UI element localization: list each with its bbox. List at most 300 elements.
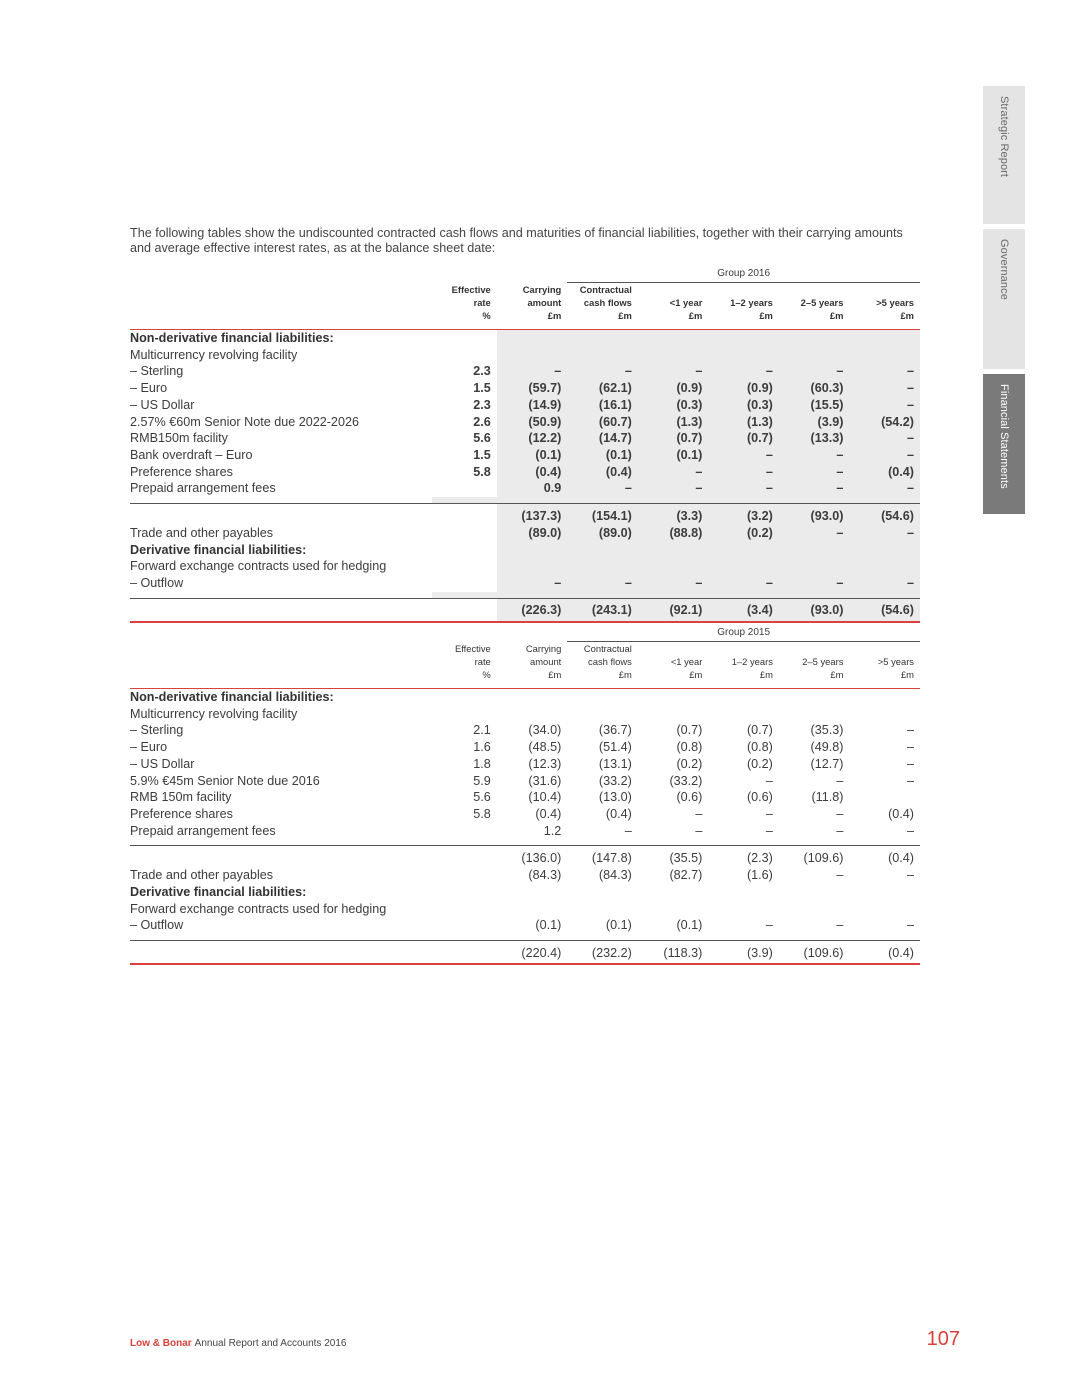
cell-value — [567, 330, 638, 347]
table-row — [130, 867, 920, 884]
row-label: Prepaid arrangement fees — [130, 823, 276, 838]
cell-value: – — [836, 918, 844, 933]
side-tab-label: Financial Statements — [998, 384, 1010, 489]
cell-value — [849, 706, 920, 723]
cell-value: (54.6) — [849, 598, 920, 622]
subtotal-row — [130, 846, 920, 868]
cell-value: – — [906, 918, 914, 933]
table-group-2015 — [130, 625, 920, 965]
cell-value: – — [567, 575, 638, 592]
col-header-contractual: cash flows — [583, 297, 632, 308]
cell-value: (33.2) — [598, 773, 632, 788]
table-row — [130, 414, 920, 431]
cell-value: – — [638, 575, 709, 592]
cell-value: – — [849, 363, 920, 380]
cell-value: – — [836, 868, 844, 883]
cell-value — [432, 941, 496, 965]
table-row — [130, 480, 920, 497]
cell-value — [567, 901, 638, 918]
row-label: – Euro — [130, 381, 168, 396]
cell-value: – — [638, 464, 709, 481]
row-label — [130, 504, 432, 526]
cell-value: (220.4) — [497, 941, 568, 965]
cell-value: – — [836, 823, 844, 838]
cell-value: (89.0) — [567, 525, 638, 542]
cell-value — [432, 525, 496, 542]
cell-value — [432, 558, 496, 575]
cell-value: – — [695, 823, 703, 838]
side-tab-label: Governance — [998, 239, 1010, 300]
cell-value: (3.3) — [638, 504, 709, 526]
cell-value — [779, 558, 850, 575]
col-header-carrying: £m — [548, 669, 562, 680]
row-label: 2.57% €60m Senior Note due 2022-2026 — [130, 414, 359, 429]
cell-value — [708, 347, 779, 364]
cell-value: (54.2) — [849, 414, 920, 431]
cell-value: 2.1 — [473, 723, 491, 738]
cell-value: (154.1) — [567, 504, 638, 526]
cell-value: (0.8) — [676, 740, 703, 755]
cell-value — [708, 706, 779, 723]
cell-value: (0.4) — [849, 941, 920, 965]
table-row — [130, 347, 920, 364]
cell-value — [497, 330, 568, 347]
cell-value — [432, 901, 496, 918]
row-label: Preference shares — [130, 806, 233, 821]
col-header-gt5: >5 years — [877, 656, 914, 667]
cell-value: (31.6) — [528, 773, 562, 788]
table-row — [130, 689, 920, 706]
table-group-2016 — [130, 266, 920, 623]
cell-value: (0.3) — [638, 397, 709, 414]
cell-value: (0.4) — [567, 464, 638, 481]
cell-value — [567, 558, 638, 575]
cell-value: – — [567, 480, 638, 497]
cell-value — [638, 330, 709, 347]
row-label — [130, 598, 432, 622]
table-row — [130, 397, 920, 414]
cell-value — [708, 689, 779, 706]
footer — [130, 1338, 346, 1349]
cell-value — [638, 689, 709, 706]
table-row — [130, 558, 920, 575]
cell-value — [497, 689, 568, 706]
cell-value — [432, 347, 496, 364]
row-label: – Sterling — [130, 364, 184, 379]
cell-value: (14.7) — [567, 430, 638, 447]
cell-value — [432, 689, 496, 706]
table-row — [130, 789, 920, 806]
cell-value: – — [906, 773, 914, 788]
row-label: Multicurrency revolving facility — [130, 706, 298, 721]
cell-value — [849, 884, 920, 901]
cell-value — [708, 558, 779, 575]
cell-value: (12.7) — [810, 756, 844, 771]
col-header-gt5: >5 years — [876, 297, 914, 308]
cell-value: (226.3) — [497, 598, 568, 622]
cell-value: (60.3) — [779, 380, 850, 397]
cell-value: (88.8) — [638, 525, 709, 542]
cell-value: (0.4) — [849, 464, 920, 481]
cell-value: (1.3) — [638, 414, 709, 431]
cell-value: – — [849, 397, 920, 414]
cell-value: (34.0) — [528, 723, 562, 738]
cell-value: 2.3 — [473, 397, 491, 412]
cell-value — [638, 901, 709, 918]
cell-value — [779, 884, 850, 901]
cell-value: – — [765, 773, 773, 788]
cell-value: (33.2) — [669, 773, 703, 788]
cell-value: – — [765, 806, 773, 821]
col-header-contractual: Contractual — [579, 284, 632, 295]
cell-value: – — [695, 806, 703, 821]
table-title: Group 2015 — [567, 625, 920, 642]
col-header-1-2: £m — [759, 310, 773, 321]
col-header-rate: % — [482, 310, 491, 321]
cell-value: – — [779, 464, 850, 481]
cell-value: – — [765, 918, 773, 933]
cell-value: (48.5) — [528, 740, 562, 755]
table-row — [130, 575, 920, 592]
cell-value: (82.7) — [669, 868, 703, 883]
cell-value: – — [849, 430, 920, 447]
col-header-1-2: £m — [759, 669, 773, 680]
cell-value — [849, 689, 920, 706]
cell-value: (3.4) — [708, 598, 779, 622]
cell-value: (60.7) — [567, 414, 638, 431]
table-row — [130, 722, 920, 739]
cell-value — [432, 823, 496, 840]
cell-value — [497, 884, 568, 901]
page-number: 107 — [926, 1328, 960, 1350]
cell-value: – — [708, 575, 779, 592]
cell-value: (62.1) — [567, 380, 638, 397]
col-header-carrying: amount — [530, 656, 562, 667]
table-row — [130, 380, 920, 397]
cell-value — [432, 504, 496, 526]
table-row — [130, 917, 920, 934]
cell-value: (0.7) — [676, 723, 703, 738]
cell-value — [708, 330, 779, 347]
cell-value: (232.2) — [567, 941, 638, 965]
table-row — [130, 823, 920, 840]
section-heading: Non-derivative financial liabilities: — [130, 331, 334, 345]
col-header-contractual: £m — [618, 310, 632, 321]
table-row — [130, 363, 920, 380]
cell-value: (0.1) — [497, 447, 568, 464]
cell-value: 0.9 — [497, 480, 568, 497]
row-label — [130, 941, 432, 965]
cell-value: (15.5) — [779, 397, 850, 414]
cell-value — [779, 901, 850, 918]
cell-value — [432, 598, 496, 622]
col-header-carrying: £m — [547, 310, 562, 321]
cell-value: – — [497, 363, 568, 380]
section-heading: Non-derivative financial liabilities: — [130, 690, 334, 704]
col-header-2-5: £m — [829, 310, 844, 321]
cell-value: – — [779, 447, 850, 464]
cell-value: (14.9) — [497, 397, 568, 414]
cell-value: – — [638, 480, 709, 497]
row-label: Prepaid arrangement fees — [130, 481, 276, 496]
cell-value — [432, 575, 496, 592]
col-header-2-5: £m — [830, 669, 844, 680]
col-header-lt1: £m — [688, 310, 703, 321]
table-row — [130, 806, 920, 823]
cell-value — [497, 901, 568, 918]
side-tab-governance[interactable] — [983, 229, 1025, 369]
cell-value — [849, 789, 920, 806]
cell-value: (3.9) — [779, 414, 850, 431]
cell-value: (3.9) — [708, 941, 779, 965]
cell-value: (137.3) — [497, 504, 568, 526]
cell-value — [849, 330, 920, 347]
cell-value: (12.3) — [528, 756, 562, 771]
cell-value: (0.2) — [746, 756, 773, 771]
cell-value: – — [849, 480, 920, 497]
table-row — [130, 330, 920, 347]
cell-value: – — [497, 575, 568, 592]
cell-value: – — [849, 380, 920, 397]
cell-value: (0.4) — [888, 806, 914, 821]
cell-value: (1.3) — [708, 414, 779, 431]
row-label: RMB150m facility — [130, 431, 228, 446]
cell-value: – — [708, 447, 779, 464]
cell-value: – — [906, 723, 914, 738]
side-tab-financial-statements[interactable] — [983, 374, 1025, 514]
cell-value: (118.3) — [638, 941, 709, 965]
cell-value — [432, 706, 496, 723]
cell-value — [849, 901, 920, 918]
cell-value: (12.2) — [497, 430, 568, 447]
cell-value: (0.1) — [605, 918, 632, 933]
table-row — [130, 706, 920, 723]
table-row — [130, 542, 920, 559]
table-row — [130, 773, 920, 790]
cell-value: (136.0) — [497, 846, 568, 868]
cell-value: – — [906, 740, 914, 755]
cell-value: (147.8) — [567, 846, 638, 868]
cell-value: (11.8) — [811, 790, 844, 805]
section-heading: Derivative financial liabilities: — [130, 542, 307, 557]
subtotal-row — [130, 504, 920, 526]
cell-value: – — [708, 480, 779, 497]
table-row — [130, 525, 920, 542]
cell-value: (243.1) — [567, 598, 638, 622]
cell-value: 1.5 — [473, 447, 491, 462]
col-header-carrying: amount — [527, 297, 562, 308]
cell-value: (0.6) — [746, 790, 773, 805]
cell-value: (0.6) — [676, 790, 703, 805]
cell-value: 1.6 — [473, 740, 491, 755]
cell-value: – — [849, 575, 920, 592]
cell-value: – — [779, 575, 850, 592]
cell-value — [567, 542, 638, 559]
cell-value: (13.1) — [598, 756, 632, 771]
cell-value — [432, 330, 496, 347]
col-header-1-2: 1–2 years — [730, 297, 773, 308]
table-row — [130, 464, 920, 481]
cell-value — [849, 347, 920, 364]
cell-value: (0.4) — [535, 806, 562, 821]
cell-value: (50.9) — [497, 414, 568, 431]
row-label: Forward exchange contracts used for hedging — [130, 901, 387, 916]
table-row — [130, 430, 920, 447]
cell-value — [638, 558, 709, 575]
col-header-contractual: cash flows — [588, 656, 632, 667]
cell-value — [432, 542, 496, 559]
footer-text: Annual Report and Accounts 2016 — [194, 1338, 347, 1349]
cell-value — [567, 706, 638, 723]
cell-value: – — [836, 773, 844, 788]
cell-value: – — [624, 823, 632, 838]
cell-value — [567, 347, 638, 364]
cell-value: 5.8 — [473, 464, 491, 479]
cell-value: (109.6) — [779, 941, 850, 965]
cell-value — [497, 347, 568, 364]
row-label: Trade and other payables — [130, 868, 274, 883]
cell-value: (10.4) — [528, 790, 562, 805]
cell-value: 1.2 — [543, 823, 562, 838]
cell-value: 5.6 — [473, 431, 491, 446]
col-header-lt1: <1 year — [670, 656, 703, 667]
cell-value: (93.0) — [779, 598, 850, 622]
cell-value — [779, 689, 850, 706]
cell-value — [497, 558, 568, 575]
cell-value: 5.6 — [473, 790, 491, 805]
col-header-rate: Effective — [454, 642, 491, 654]
section-heading: Derivative financial liabilities: — [130, 885, 307, 900]
cell-value: – — [708, 464, 779, 481]
cell-value: (2.3) — [708, 846, 779, 868]
cell-value: (0.2) — [676, 756, 703, 771]
row-label: – US Dollar — [130, 756, 195, 771]
cell-value: (0.4) — [605, 806, 632, 821]
cell-value — [638, 706, 709, 723]
cell-value: (109.6) — [779, 846, 850, 868]
cell-value — [497, 542, 568, 559]
grand-total-row — [130, 941, 920, 965]
cell-value: (35.3) — [810, 723, 844, 738]
side-tab-label: Strategic Report — [998, 96, 1010, 178]
col-header-2-5: 2–5 years — [800, 297, 844, 308]
col-header-gt5: £m — [900, 669, 914, 680]
cell-value: (84.3) — [528, 868, 562, 883]
cell-value — [638, 542, 709, 559]
cell-value: (84.3) — [598, 868, 632, 883]
cell-value: – — [779, 525, 850, 542]
row-label: Multicurrency revolving facility — [130, 347, 298, 362]
cell-value: (0.9) — [708, 380, 779, 397]
cell-value — [708, 884, 779, 901]
cell-value: (0.1) — [676, 918, 703, 933]
cell-value — [638, 347, 709, 364]
cell-value — [779, 542, 850, 559]
cell-value — [432, 917, 496, 934]
cell-value — [432, 867, 496, 884]
cell-value: (0.1) — [567, 447, 638, 464]
cell-value: – — [849, 525, 920, 542]
cell-value: (0.8) — [746, 740, 773, 755]
row-label: 5.9% €45m Senior Note due 2016 — [130, 773, 320, 788]
col-header-1-2: 1–2 years — [731, 656, 773, 667]
cell-value — [708, 901, 779, 918]
grand-total-row — [130, 598, 920, 622]
cell-value: 1.8 — [473, 756, 491, 771]
col-header-contractual: Contractual — [583, 643, 632, 654]
cell-value: – — [765, 823, 773, 838]
row-label: Trade and other payables — [130, 526, 274, 541]
cell-value: – — [906, 823, 914, 838]
cell-value: – — [779, 363, 850, 380]
col-header-rate: Effective — [451, 283, 491, 295]
cell-value: (0.7) — [708, 430, 779, 447]
cell-value — [779, 330, 850, 347]
cell-value: (54.6) — [849, 504, 920, 526]
cell-value: – — [849, 447, 920, 464]
cell-value: (59.7) — [497, 380, 568, 397]
cell-value: (0.2) — [708, 525, 779, 542]
cell-value — [432, 884, 496, 901]
cell-value: (0.3) — [708, 397, 779, 414]
col-header-lt1: £m — [689, 669, 703, 680]
table-row — [130, 756, 920, 773]
row-label: – Outflow — [130, 576, 184, 591]
brand-name: Low & Bonar — [130, 1338, 192, 1349]
cell-value — [432, 480, 496, 497]
col-header-rate: rate — [473, 297, 491, 308]
cell-value: 2.3 — [473, 364, 491, 379]
row-label: – US Dollar — [130, 397, 195, 412]
col-header-contractual: £m — [618, 669, 632, 680]
cell-value: 2.6 — [473, 414, 491, 429]
cell-value: (13.3) — [779, 430, 850, 447]
col-header-2-5: 2–5 years — [802, 656, 844, 667]
cell-value: (3.2) — [708, 504, 779, 526]
row-label: – Euro — [130, 740, 168, 755]
intro-paragraph: The following tables show the undiscounted contracted cash flows and maturities of financial liabilities, together with their carrying amounts and average effective interest rates, as at the balance sheet date: — [130, 226, 903, 255]
table-row — [130, 447, 920, 464]
cell-value: (49.8) — [810, 740, 844, 755]
row-label: RMB 150m facility — [130, 790, 232, 805]
cell-value: – — [779, 480, 850, 497]
row-label: Forward exchange contracts used for hedging — [130, 559, 387, 574]
cell-value: (0.7) — [746, 723, 773, 738]
cell-value: – — [906, 868, 914, 883]
cell-value — [849, 542, 920, 559]
cell-value: (16.1) — [567, 397, 638, 414]
cell-value: (0.9) — [638, 380, 709, 397]
cell-value — [638, 884, 709, 901]
cell-value: (36.7) — [598, 723, 632, 738]
cell-value: – — [708, 363, 779, 380]
cell-value: (93.0) — [779, 504, 850, 526]
table-row — [130, 739, 920, 756]
side-tab-strategic-report[interactable] — [983, 86, 1025, 224]
table-row — [130, 901, 920, 918]
cell-value: – — [638, 363, 709, 380]
cell-value: (0.1) — [638, 447, 709, 464]
row-label: – Outflow — [130, 918, 184, 933]
row-label: Bank overdraft – Euro — [130, 447, 253, 462]
cell-value — [708, 542, 779, 559]
cell-value: (13.0) — [598, 790, 632, 805]
cell-value: 1.5 — [473, 381, 491, 396]
cell-value — [432, 846, 496, 868]
cell-value: (92.1) — [638, 598, 709, 622]
cell-value: (0.7) — [638, 430, 709, 447]
cell-value: (0.4) — [849, 846, 920, 868]
